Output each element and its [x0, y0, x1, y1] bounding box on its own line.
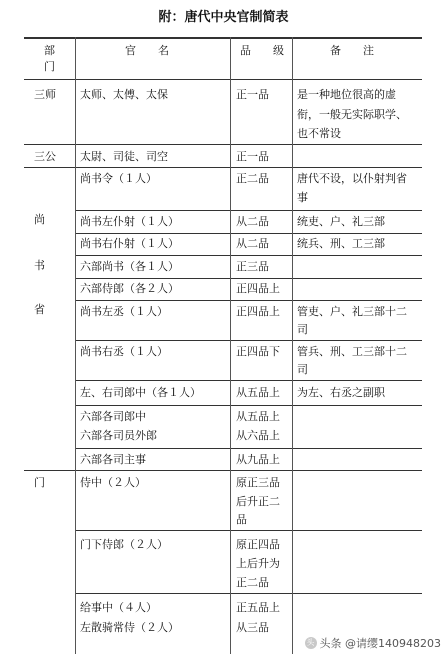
page-title: 附：唐代中央官制简表	[158, 10, 289, 25]
col-rule-rank	[292, 37, 293, 654]
row-rule	[75, 233, 422, 234]
rank-cell: 从三品	[236, 621, 269, 634]
note-cell: 衔，一般无实际职学、	[297, 108, 407, 121]
rule-after-shangshu	[24, 470, 422, 471]
col-rule-official	[230, 37, 231, 654]
note-cell: 为左、右丞之副职	[297, 386, 385, 399]
rank-cell: 正四品上	[236, 282, 280, 295]
row-rule	[75, 340, 422, 341]
dept-shangshu-1: 尚	[34, 213, 45, 226]
official-cell: 门下侍郎（２人）	[80, 538, 168, 551]
rank-cell: 原正四品	[236, 538, 280, 551]
header-dept-line1: 部	[44, 44, 55, 57]
official-cell: 太尉、司徒、司空	[80, 150, 168, 163]
official-cell: 侍中（２人）	[80, 476, 146, 489]
official-cell: 左散骑常侍（２人）	[80, 621, 179, 634]
official-cell: 六部侍郎（各２人）	[80, 282, 179, 295]
dept-menxia: 门	[34, 476, 45, 489]
rule-after-sanshi	[24, 144, 422, 145]
rule-after-sangong	[24, 167, 422, 168]
official-cell: 尚书左仆射（１人）	[80, 215, 179, 228]
rank-cell: 从五品上	[236, 386, 280, 399]
row-rule	[75, 210, 422, 211]
note-cell: 也不常设	[297, 127, 341, 140]
rank-cell: 从二品	[236, 215, 269, 228]
rank-cell: 后升正二	[236, 495, 280, 508]
official-cell: 左、右司郎中（各１人）	[80, 386, 201, 399]
rank-cell: 从二品	[236, 237, 269, 250]
official-cell: 六部各司员外郎	[80, 429, 157, 442]
note-cell: 司	[297, 363, 308, 376]
dept-shangshu-3: 省	[34, 303, 45, 316]
official-cell: 六部尚书（各１人）	[80, 260, 179, 273]
header-official: 官 名	[125, 44, 169, 57]
row-rule	[75, 300, 422, 301]
rank-cell: 正四品下	[236, 345, 280, 358]
official-cell: 尚书右仆射（１人）	[80, 237, 179, 250]
rank-cell: 从九品上	[236, 453, 280, 466]
dept-shangshu-2: 书	[34, 259, 45, 272]
source-watermark	[305, 635, 441, 651]
rank-cell: 从五品上	[236, 410, 280, 423]
row-rule	[75, 448, 422, 449]
official-cell: 六部各司主事	[80, 453, 146, 466]
rank-cell: 正二品	[236, 576, 269, 589]
row-rule	[75, 255, 422, 256]
rank-cell: 上后升为	[236, 557, 280, 570]
rank-cell: 正三品	[236, 260, 269, 273]
row-rule	[75, 405, 422, 406]
rank-cell: 正一品	[236, 150, 269, 163]
header-rank: 品 级	[240, 44, 284, 57]
rank-cell: 从六品上	[236, 429, 280, 442]
rank-cell: 原正三品	[236, 476, 280, 489]
dept-sangong: 三公	[34, 150, 56, 163]
note-cell: 统吏、户、礼三部	[297, 215, 385, 228]
official-cell: 六部各司郎中	[80, 410, 146, 423]
note-cell: 司	[297, 323, 308, 336]
note-cell: 管兵、刑、工三部十二	[297, 345, 407, 358]
row-rule	[75, 278, 422, 279]
watermark-logo-icon: 头	[306, 638, 315, 647]
table-top-rule	[24, 37, 422, 39]
note-cell: 事	[297, 191, 308, 204]
row-rule	[75, 593, 422, 594]
col-rule-dept	[75, 37, 76, 654]
official-cell: 给事中（４人）	[80, 601, 157, 614]
official-cell: 太师、太傅、太保	[80, 88, 168, 101]
rank-cell: 正一品	[236, 88, 269, 101]
dept-sanshi: 三师	[34, 88, 56, 101]
official-cell: 尚书右丞（１人）	[80, 345, 168, 358]
rank-cell: 正四品上	[236, 305, 280, 318]
row-rule	[75, 530, 422, 531]
header-bottom-rule	[24, 79, 422, 80]
note-cell: 是一种地位很高的虚	[297, 88, 396, 101]
header-note: 备 注	[330, 44, 374, 57]
watermark-text: 头条 @请缨140948203	[319, 637, 441, 650]
header-dept-line2: 门	[44, 60, 55, 73]
rank-cell: 正五品上	[236, 601, 280, 614]
official-cell: 尚书左丞（１人）	[80, 305, 168, 318]
row-rule	[75, 380, 422, 381]
rank-cell: 品	[236, 513, 247, 526]
official-cell: 尚书令（１人）	[80, 172, 157, 185]
rank-cell: 正二品	[236, 172, 269, 185]
note-cell: 统兵、刑、工三部	[297, 237, 385, 250]
note-cell: 管吏、户、礼三部十二	[297, 305, 407, 318]
note-cell: 唐代不设，以仆射判省	[297, 172, 407, 185]
